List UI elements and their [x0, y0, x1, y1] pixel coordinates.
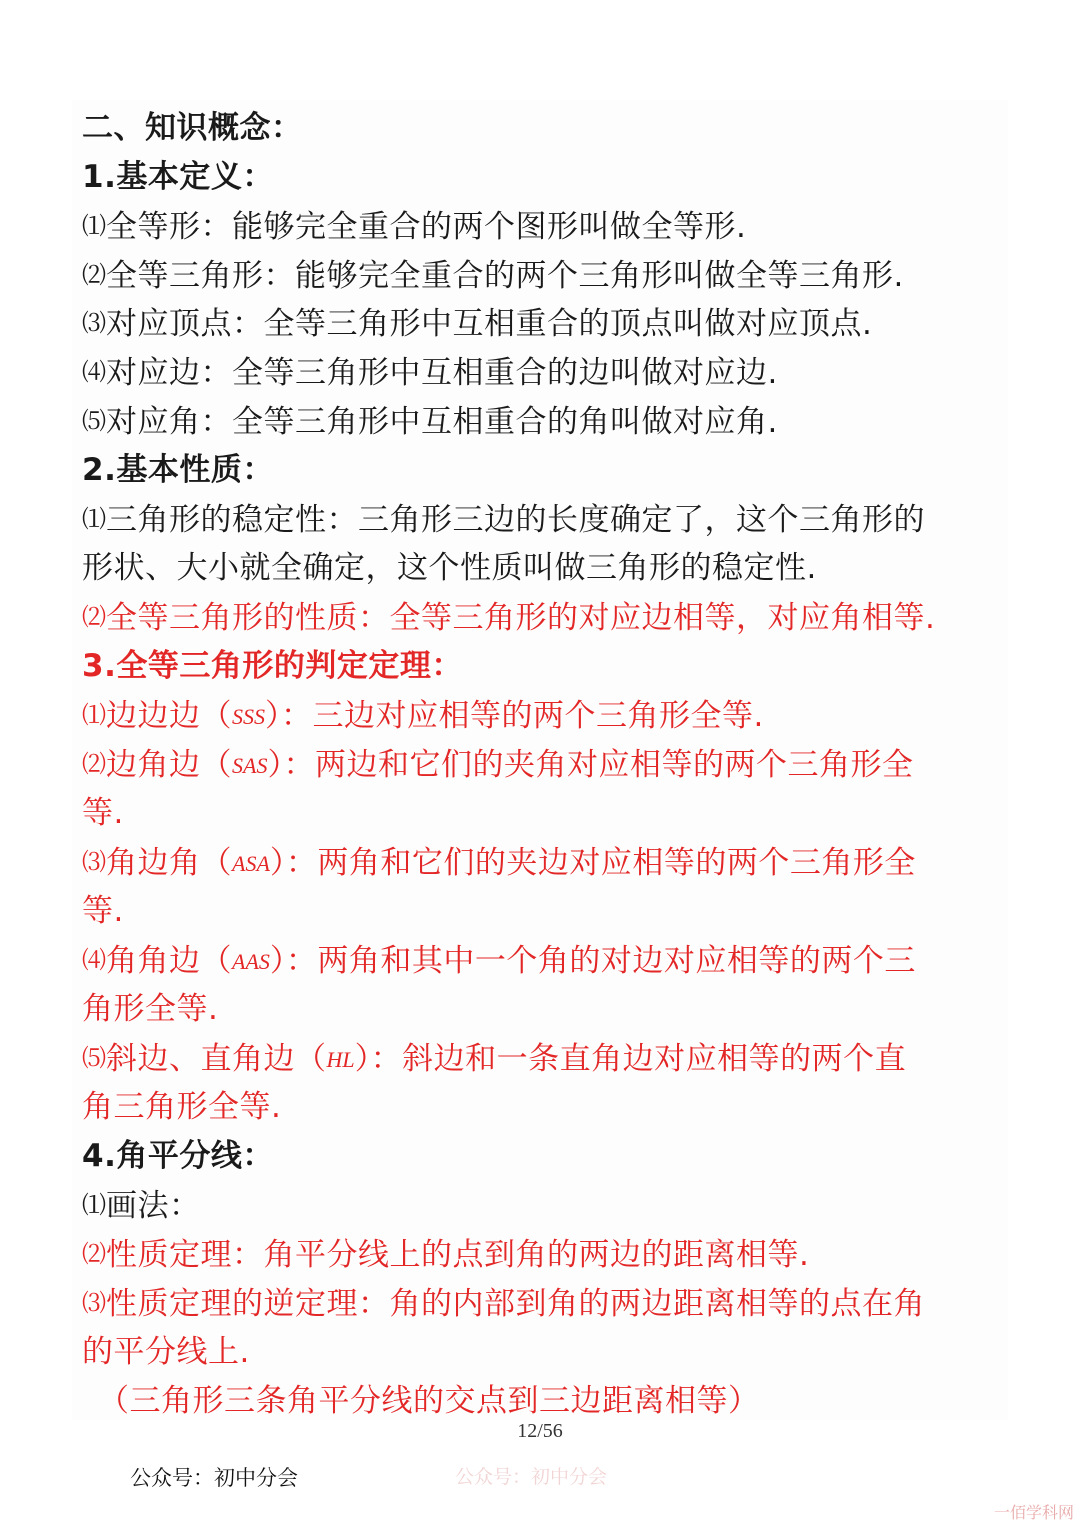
heading-angle-bisector: 4.角平分线： [82, 1138, 274, 1174]
property-item-1-continued: 形状、大小就全确定，这个性质叫做三角形的稳定性. [82, 550, 817, 586]
property-item-2: ⑵全等三角形的性质：全等三角形的对应边相等，对应角相等. [82, 600, 936, 636]
theorem-asa: ⑶角边角（ASA）：两角和它们的夹边对应相等的两个三角形全 [82, 845, 916, 881]
page-number: 12/56 [517, 1420, 563, 1442]
theorem-sas: ⑵边角边（SAS）：两边和它们的夹角对应相等的两个三角形全 [82, 747, 914, 783]
property-item-1: ⑴三角形的稳定性：三角形三边的长度确定了，这个三角形的 [82, 502, 925, 538]
definition-item-1: ⑴全等形：能够完全重合的两个图形叫做全等形. [82, 209, 747, 245]
definition-item-2: ⑵全等三角形：能够完全重合的两个三角形叫做全等三角形. [82, 258, 904, 294]
bisector-item-3: ⑶性质定理的逆定理：角的内部到角的两边距离相等的点在角 [82, 1286, 925, 1322]
definition-item-5: ⑸对应角：全等三角形中互相重合的角叫做对应角. [82, 404, 778, 440]
footer-account-label: 公众号：初中分会 [130, 1466, 298, 1490]
theorem-aas-continued: 角形全等. [82, 991, 219, 1027]
section-title: 二、知识概念： [82, 110, 303, 146]
bisector-item-3-continued: 的平分线上. [82, 1334, 250, 1370]
bisector-item-1: ⑴画法： [82, 1188, 201, 1224]
heading-basic-properties: 2.基本性质： [82, 452, 274, 488]
theorem-aas: ⑷角角边（AAS）：两角和其中一个角的对边对应相等的两个三 [82, 943, 916, 979]
theorem-hl: ⑸斜边、直角边（HL）：斜边和一条直角边对应相等的两个直 [82, 1041, 907, 1077]
footer-watermark: 公众号：初中分会 [455, 1466, 608, 1488]
bisector-note: （三角形三条角平分线的交点到三边距离相等） [98, 1383, 760, 1419]
bisector-item-2: ⑵性质定理：角平分线上的点到角的两边的距离相等. [82, 1237, 810, 1273]
theorem-sas-continued: 等. [82, 795, 124, 831]
definition-item-4: ⑷对应边：全等三角形中互相重合的边叫做对应边. [82, 355, 778, 391]
heading-congruence-theorems: 3.全等三角形的判定定理： [82, 648, 463, 684]
heading-basic-definitions: 1.基本定义： [82, 159, 274, 195]
theorem-hl-continued: 角三角形全等. [82, 1089, 282, 1125]
theorem-asa-continued: 等. [82, 893, 124, 929]
definition-item-3: ⑶对应顶点：全等三角形中互相重合的顶点叫做对应顶点. [82, 306, 873, 342]
corner-watermark: 一佰学科网 [993, 1503, 1074, 1522]
theorem-sss: ⑴边边边（SSS）：三边对应相等的两个三角形全等. [82, 698, 764, 734]
